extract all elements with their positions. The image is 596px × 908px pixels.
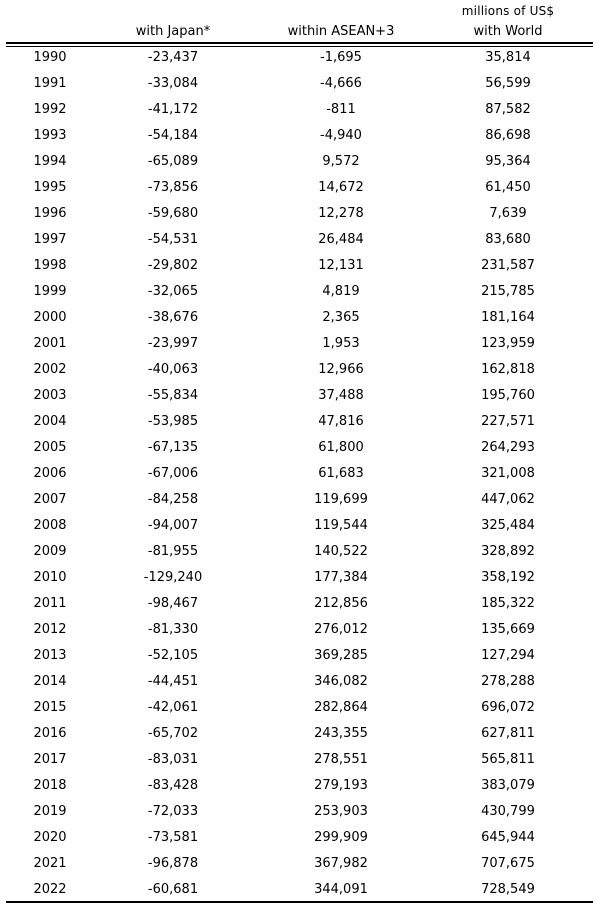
cell-with-world: 135,669 <box>481 622 535 637</box>
cell-with-world: 278,288 <box>481 674 535 689</box>
cell-within-asean3: 278,551 <box>314 752 368 767</box>
cell-with-japan: -23,437 <box>147 50 199 65</box>
cell-with-world: 447,062 <box>481 492 535 507</box>
cell-with-world: 325,484 <box>481 518 535 533</box>
cell-year: 1990 <box>33 50 67 65</box>
cell-year: 1999 <box>33 284 67 299</box>
cell-year: 1997 <box>33 232 67 247</box>
table-row <box>0 306 596 332</box>
cell-with-japan: -60,681 <box>147 882 199 897</box>
cell-with-japan: -59,680 <box>147 206 199 221</box>
cell-year: 2018 <box>33 778 67 793</box>
cell-within-asean3: 299,909 <box>314 830 368 845</box>
cell-with-world: 321,008 <box>481 466 535 481</box>
cell-with-world: 86,698 <box>485 128 531 143</box>
table-row <box>0 462 596 488</box>
cell-year: 2009 <box>33 544 67 559</box>
cell-with-world: 696,072 <box>481 700 535 715</box>
cell-with-japan: -81,330 <box>147 622 199 637</box>
table-row <box>0 488 596 514</box>
cell-with-japan: -94,007 <box>147 518 199 533</box>
cell-with-world: 123,959 <box>481 336 535 351</box>
cell-year: 2014 <box>33 674 67 689</box>
table-row <box>0 358 596 384</box>
table-row <box>0 722 596 748</box>
table-row <box>0 852 596 878</box>
cell-within-asean3: 279,193 <box>314 778 368 793</box>
cell-year: 2005 <box>33 440 67 455</box>
cell-with-world: 227,571 <box>481 414 535 429</box>
cell-with-japan: -23,997 <box>147 336 199 351</box>
cell-with-world: 181,164 <box>481 310 535 325</box>
cell-within-asean3: 140,522 <box>314 544 368 559</box>
cell-with-japan: -40,063 <box>147 362 199 377</box>
cell-year: 1994 <box>33 154 67 169</box>
cell-with-japan: -41,172 <box>147 102 199 117</box>
cell-within-asean3: -1,695 <box>320 50 362 65</box>
cell-year: 2020 <box>33 830 67 845</box>
cell-with-japan: -81,955 <box>147 544 199 559</box>
cell-with-world: 358,192 <box>481 570 535 585</box>
cell-year: 2001 <box>33 336 67 351</box>
cell-year: 2000 <box>33 310 67 325</box>
cell-within-asean3: 12,966 <box>318 362 364 377</box>
cell-with-japan: -54,184 <box>147 128 199 143</box>
cell-within-asean3: 4,819 <box>322 284 360 299</box>
cell-within-asean3: 12,278 <box>318 206 364 221</box>
cell-year: 2012 <box>33 622 67 637</box>
cell-within-asean3: 12,131 <box>318 258 364 273</box>
cell-with-world: 728,549 <box>481 882 535 897</box>
cell-year: 1992 <box>33 102 67 117</box>
cell-with-japan: -52,105 <box>147 648 199 663</box>
cell-with-japan: -42,061 <box>147 700 199 715</box>
cell-with-world: 195,760 <box>481 388 535 403</box>
table-row <box>0 98 596 124</box>
cell-year: 2004 <box>33 414 67 429</box>
cell-with-world: 83,680 <box>485 232 531 247</box>
table-row <box>0 696 596 722</box>
cell-within-asean3: 9,572 <box>322 154 360 169</box>
cell-within-asean3: 37,488 <box>318 388 364 403</box>
cell-with-world: 565,811 <box>481 752 535 767</box>
table-row <box>0 124 596 150</box>
cell-within-asean3: 14,672 <box>318 180 364 195</box>
cell-within-asean3: 1,953 <box>322 336 360 351</box>
cell-within-asean3: 346,082 <box>314 674 368 689</box>
cell-within-asean3: -4,666 <box>320 76 362 91</box>
cell-with-japan: -129,240 <box>143 570 203 585</box>
table-row <box>0 748 596 774</box>
cell-with-world: 383,079 <box>481 778 535 793</box>
cell-with-world: 61,450 <box>485 180 531 195</box>
cell-with-world: 707,675 <box>481 856 535 871</box>
table-row <box>0 540 596 566</box>
table-row <box>0 436 596 462</box>
cell-year: 2008 <box>33 518 67 533</box>
header-with-world: with World <box>473 24 543 39</box>
cell-with-japan: -67,006 <box>147 466 199 481</box>
cell-with-world: 56,599 <box>485 76 531 91</box>
cell-with-world: 162,818 <box>481 362 535 377</box>
cell-with-world: 231,587 <box>481 258 535 273</box>
cell-with-japan: -84,258 <box>147 492 199 507</box>
table-row <box>0 566 596 592</box>
table-row <box>0 618 596 644</box>
cell-with-world: 95,364 <box>485 154 531 169</box>
cell-within-asean3: -811 <box>326 102 356 117</box>
cell-within-asean3: 177,384 <box>314 570 368 585</box>
cell-within-asean3: 344,091 <box>314 882 368 897</box>
cell-with-japan: -98,467 <box>147 596 199 611</box>
cell-with-world: 645,944 <box>481 830 535 845</box>
cell-within-asean3: 367,982 <box>314 856 368 871</box>
cell-with-japan: -38,676 <box>147 310 199 325</box>
cell-with-japan: -72,033 <box>147 804 199 819</box>
cell-with-japan: -33,084 <box>147 76 199 91</box>
table-row <box>0 800 596 826</box>
cell-year: 2006 <box>33 466 67 481</box>
cell-year: 2007 <box>33 492 67 507</box>
cell-year: 2022 <box>33 882 67 897</box>
table-row <box>0 670 596 696</box>
units-note: millions of US$ <box>461 4 555 18</box>
table-row <box>0 150 596 176</box>
cell-year: 2010 <box>33 570 67 585</box>
table-row <box>0 332 596 358</box>
cell-with-world: 215,785 <box>481 284 535 299</box>
cell-year: 1991 <box>33 76 67 91</box>
table-row <box>0 774 596 800</box>
cell-with-world: 185,322 <box>481 596 535 611</box>
cell-with-japan: -29,802 <box>147 258 199 273</box>
cell-with-world: 35,814 <box>485 50 531 65</box>
cell-year: 2019 <box>33 804 67 819</box>
cell-year: 2013 <box>33 648 67 663</box>
cell-with-japan: -54,531 <box>147 232 199 247</box>
cell-within-asean3: 26,484 <box>318 232 364 247</box>
cell-with-japan: -53,985 <box>147 414 199 429</box>
cell-year: 2002 <box>33 362 67 377</box>
cell-with-japan: -67,135 <box>147 440 199 455</box>
cell-with-world: 127,294 <box>481 648 535 663</box>
cell-within-asean3: 282,864 <box>314 700 368 715</box>
table-row <box>0 254 596 280</box>
table-row <box>0 410 596 436</box>
cell-year: 2017 <box>33 752 67 767</box>
cell-within-asean3: 243,355 <box>314 726 368 741</box>
header-rule-thick <box>6 42 593 44</box>
cell-with-japan: -73,581 <box>147 830 199 845</box>
cell-within-asean3: 61,683 <box>318 466 364 481</box>
cell-within-asean3: 47,816 <box>318 414 364 429</box>
cell-with-japan: -83,428 <box>147 778 199 793</box>
table-row <box>0 514 596 540</box>
cell-with-japan: -44,451 <box>147 674 199 689</box>
cell-with-world: 7,639 <box>489 206 527 221</box>
cell-with-japan: -32,065 <box>147 284 199 299</box>
bottom-rule <box>6 901 593 903</box>
cell-year: 1995 <box>33 180 67 195</box>
cell-year: 2016 <box>33 726 67 741</box>
cell-year: 2015 <box>33 700 67 715</box>
header-within-asean3: within ASEAN+3 <box>287 24 395 39</box>
table-row <box>0 280 596 306</box>
cell-with-world: 328,892 <box>481 544 535 559</box>
table-row <box>0 826 596 852</box>
cell-year: 1993 <box>33 128 67 143</box>
cell-with-japan: -65,089 <box>147 154 199 169</box>
cell-within-asean3: 119,699 <box>314 492 368 507</box>
cell-within-asean3: 253,903 <box>314 804 368 819</box>
cell-with-japan: -73,856 <box>147 180 199 195</box>
cell-within-asean3: 369,285 <box>314 648 368 663</box>
table-row <box>0 228 596 254</box>
cell-with-world: 87,582 <box>485 102 531 117</box>
table-row <box>0 592 596 618</box>
cell-with-world: 264,293 <box>481 440 535 455</box>
cell-year: 1996 <box>33 206 67 221</box>
table-row <box>0 176 596 202</box>
cell-with-japan: -55,834 <box>147 388 199 403</box>
cell-year: 1998 <box>33 258 67 273</box>
table-row <box>0 202 596 228</box>
cell-within-asean3: 119,544 <box>314 518 368 533</box>
cell-with-japan: -65,702 <box>147 726 199 741</box>
table-row <box>0 384 596 410</box>
cell-with-world: 627,811 <box>481 726 535 741</box>
table-body <box>0 46 596 904</box>
header-with-japan: with Japan* <box>135 24 211 39</box>
cell-within-asean3: 276,012 <box>314 622 368 637</box>
table-header <box>0 24 596 42</box>
cell-within-asean3: 2,365 <box>322 310 360 325</box>
table-row <box>0 644 596 670</box>
cell-with-japan: -96,878 <box>147 856 199 871</box>
cell-within-asean3: 212,856 <box>314 596 368 611</box>
cell-within-asean3: 61,800 <box>318 440 364 455</box>
cell-year: 2021 <box>33 856 67 871</box>
cell-with-world: 430,799 <box>481 804 535 819</box>
cell-with-japan: -83,031 <box>147 752 199 767</box>
table-row <box>0 46 596 72</box>
cell-year: 2011 <box>33 596 67 611</box>
cell-within-asean3: -4,940 <box>320 128 362 143</box>
cell-year: 2003 <box>33 388 67 403</box>
table-row <box>0 72 596 98</box>
